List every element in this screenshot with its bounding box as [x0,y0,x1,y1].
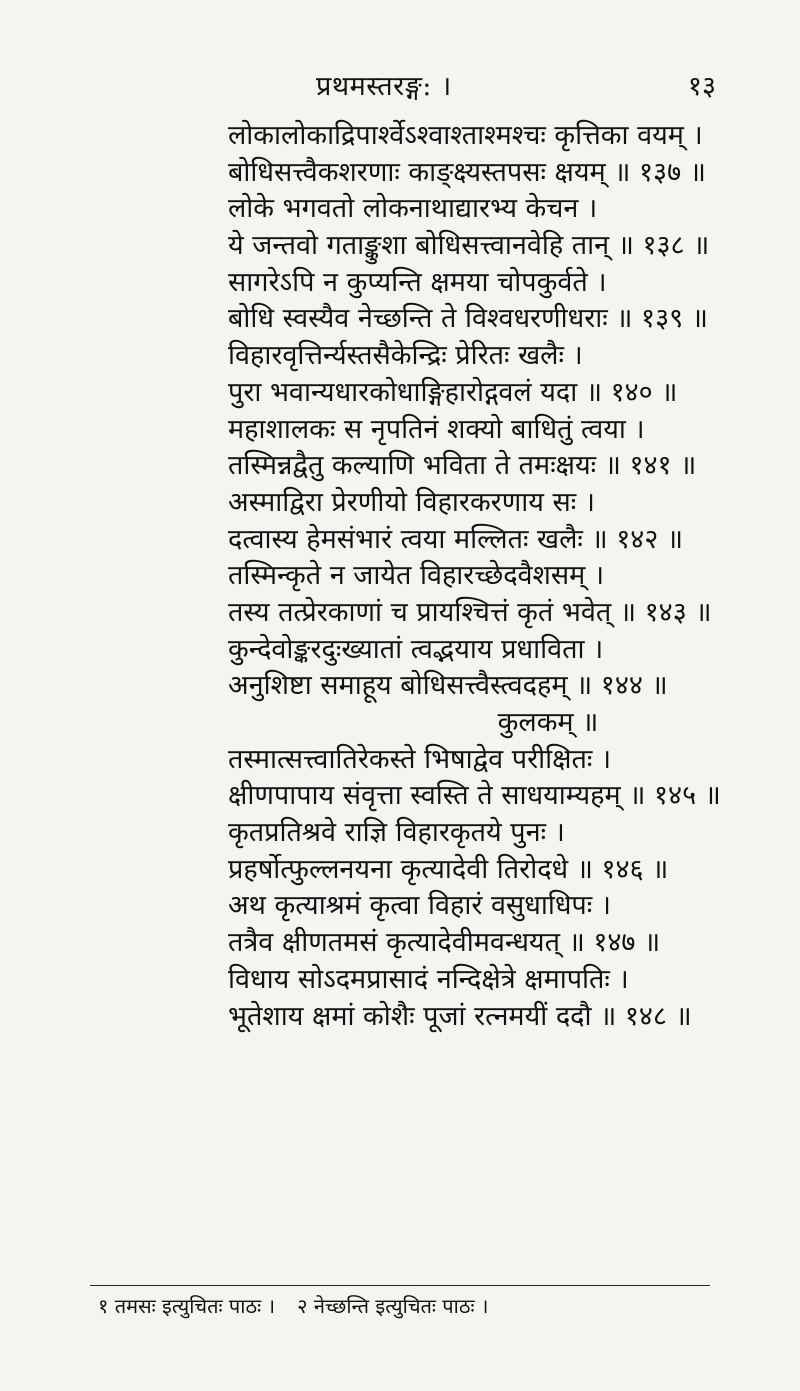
verse-line: कृतप्रतिश्रवे राज्ञि विहारकृतये पुनः । [228,817,565,849]
verse-line: अस्माद्विरा प्रेरणीयो विहारकरणाय सः । [228,486,595,518]
verse-line: बोधि स्वस्यैव नेच्छन्ति ते विश्वधरणीधराः ॥ १३९ ॥ [228,303,708,335]
verse-line: विधाय सोऽदमप्रासादं नन्दिक्षेत्रे क्षमापतिः । [228,963,629,995]
verse-line: प्रहर्षोत्फुल्लनयना कृत्यादेवी तिरोदधे ॥ १४६ ॥ [228,853,669,885]
footnote-1: १ तमसः इत्युचितः पाठः । [98,1294,276,1318]
footnote-2: २ नेच्छन्ति इत्युचितः पाठः । [297,1294,489,1318]
footnotes [98,1292,488,1319]
verse-line: सागरेऽपि न कुप्यन्ति क्षमया चोपकुर्वते । [228,266,607,298]
verse-block [228,118,748,1035]
footnote-rule [90,1285,710,1286]
verse-line: तस्मात्सत्त्वातिरेकस्ते भिषाद्वेव परीक्षितः । [228,743,612,775]
verse-line: तस्य तत्प्रेरकाणां च प्रायश्चित्तं कृतं भवेत् ॥ १४३ ॥ [228,596,712,628]
page-number: १३ [687,71,716,102]
verse-line: तत्रैव क्षीणतमसं कृत्यादेवीमवन्धयत् ॥ १४७ ॥ [228,927,661,959]
verse-line: कुन्देवोङ्करदुःख्यातां त्वद्भयाय प्रधाविता । [228,633,604,665]
verse-line: विहारवृत्तिर्न्यस्तसैकेन्द्रिः प्रेरितः खलैः । [228,340,583,372]
verse-line: भूतेशाय क्षमां कोशैः पूजां रत्नमयीं ददौ ॥ १४८ ॥ [228,1000,692,1032]
verse-line: ये जन्तवो गताङ्कुशा बोधिसत्त्वानवेहि तान् ॥ १३८ ॥ [228,230,710,262]
running-header [0,66,800,100]
verse-line: बोधिसत्त्वैकशरणाः काङ्क्ष्यस्तपसः क्षयम् ॥ १३७ ॥ [228,156,706,188]
verse-line: तस्मिन्नद्वैतु कल्याणि भविता ते तमःक्षयः ॥ १४१ ॥ [228,450,697,482]
verse-line: अनुशिष्टा समाहूय बोधिसत्त्वैस्त्वदहम् ॥ १४४ ॥ [228,670,668,702]
verse-line: लोके भगवतो लोकनाथाद्यारभ्य केचन । [228,193,598,225]
verse-line: अथ कृत्याश्रमं कृत्वा विहारं वसुधाधिपः । [228,890,612,922]
running-title: प्रथमस्तरङ्ग: । [316,71,452,102]
verse-line: तस्मिन्कृते न जायेत विहारच्छेदवैशसम् । [228,560,605,592]
verse-line: दत्वास्य हेमसंभारं त्वया मल्लितः खलैः ॥ १४२ ॥ [228,523,684,555]
section-heading: कुलकम् ॥ [497,707,599,738]
verse-line: महाशालकः स नृपतिनं शक्यो बाधितुं त्वया । [228,413,645,445]
verse-line: पुरा भवान्यधारकोधाङ्गिहारोद्गवलं यदा ॥ १४० ॥ [228,376,678,408]
verse-line: क्षीणपापाय संवृत्ता स्वस्ति ते साधयाम्यहम् ॥ १४५ ॥ [228,780,721,812]
verse-line: लोकालोकाद्रिपार्श्वेऽश्वाश्ताश्मश्चः कृत्तिका वयम् । [228,120,703,151]
